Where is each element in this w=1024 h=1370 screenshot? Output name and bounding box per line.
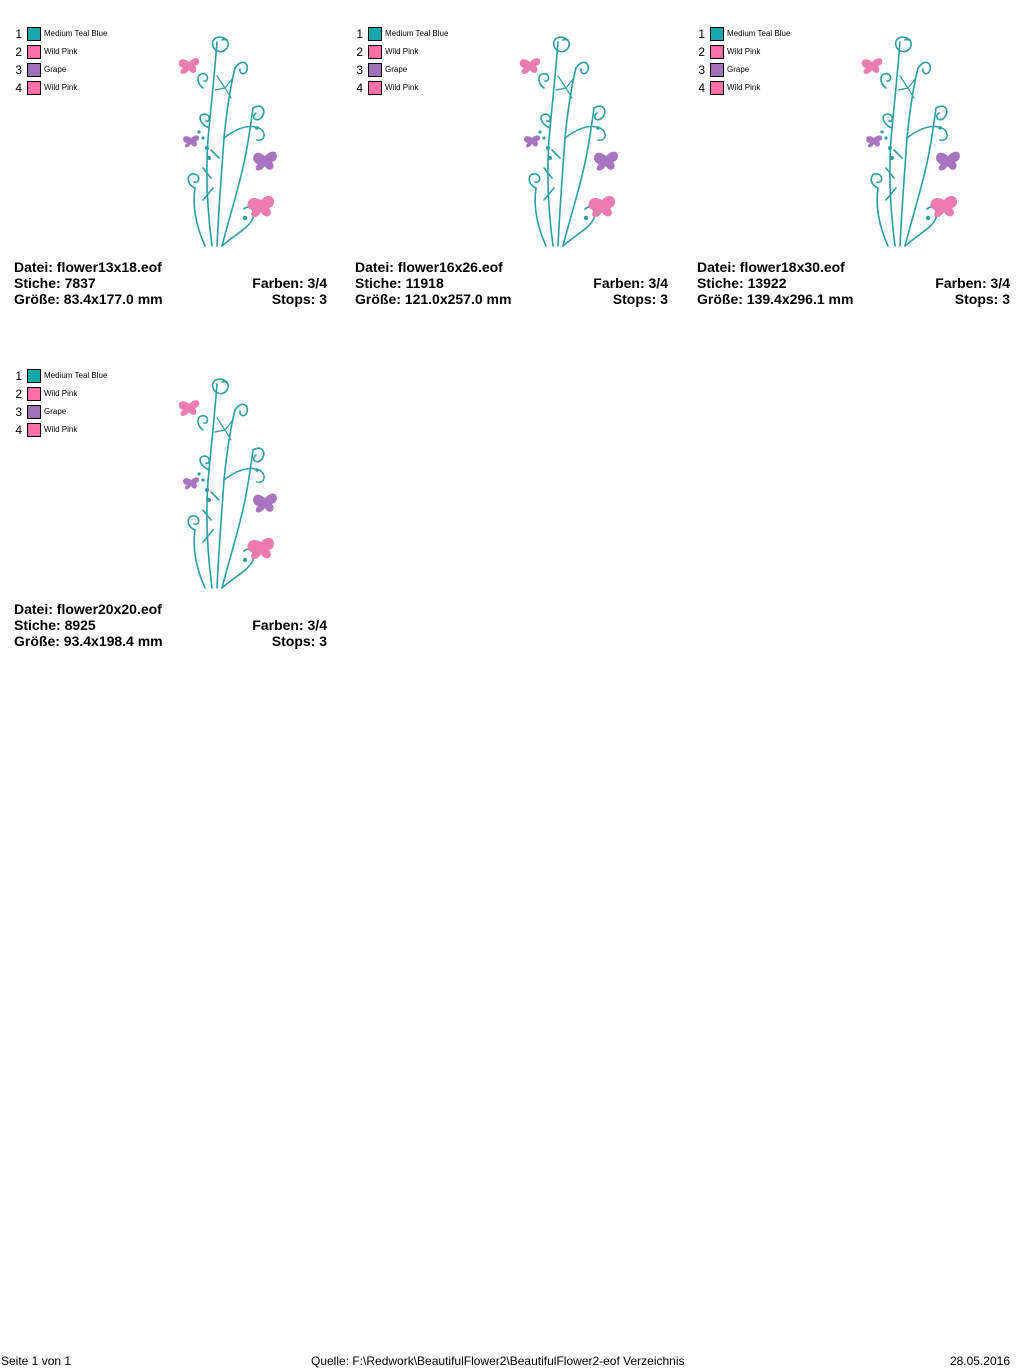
- legend-number: 4: [15, 423, 22, 437]
- butterfly-pink-bottom: [247, 538, 274, 559]
- info-row-groesse: [14, 291, 327, 307]
- stitch-count: Stiche: 11918: [355, 275, 444, 291]
- butterfly-pink-bottom: [930, 196, 957, 217]
- color-swatch: [368, 81, 382, 95]
- thread-name: Medium Teal Blue: [385, 29, 449, 38]
- thread-name: Grape: [44, 65, 67, 74]
- legend-number: 1: [698, 27, 705, 41]
- design-size: Größe: 83.4x177.0 mm: [14, 291, 163, 307]
- source-path: Quelle: F:\Redwork\BeautifulFlower2\BeautifulFlower2-eof Verzeichnis: [311, 1354, 685, 1368]
- color-swatch: [368, 27, 382, 41]
- stop-count: Stops: 3: [271, 291, 327, 307]
- info-row-datei: [355, 259, 668, 275]
- color-swatch: [27, 27, 41, 41]
- thread-name: Medium Teal Blue: [727, 29, 791, 38]
- design-size: Größe: 93.4x198.4 mm: [14, 633, 163, 649]
- legend-number: 2: [698, 45, 705, 59]
- thread-name: Wild Pink: [44, 425, 78, 434]
- thread-name: Wild Pink: [44, 47, 78, 56]
- color-swatch: [27, 45, 41, 59]
- file-name: Datei: flower18x30.eof: [697, 259, 845, 275]
- design-card: [690, 0, 1010, 310]
- info-row-groesse: [697, 291, 1010, 307]
- embroidery-design-preview: [167, 28, 287, 250]
- butterfly-grape-right: [594, 152, 618, 171]
- print-date: 28.05.2016: [949, 1354, 1010, 1368]
- legend-number: 3: [15, 405, 22, 419]
- info-row-groesse: [14, 633, 327, 649]
- color-swatch: [27, 369, 41, 383]
- info-row-datei: [697, 259, 1010, 275]
- color-swatch: [710, 63, 724, 77]
- stop-count: Stops: 3: [954, 291, 1010, 307]
- color-swatch: [27, 81, 41, 95]
- color-count: Farben: 3/4: [935, 275, 1010, 291]
- info-row-stiche: [14, 617, 327, 633]
- embroidery-design-preview: [167, 370, 287, 592]
- legend-number: 4: [356, 81, 363, 95]
- thread-name: Wild Pink: [44, 83, 78, 92]
- legend-number: 2: [15, 45, 22, 59]
- legend-number: 4: [698, 81, 705, 95]
- design-card: [7, 342, 327, 652]
- design-card: [348, 0, 668, 310]
- thread-name: Wild Pink: [727, 83, 761, 92]
- embroidery-design-preview: [508, 28, 628, 250]
- stop-count: Stops: 3: [612, 291, 668, 307]
- legend-number: 4: [15, 81, 22, 95]
- color-count: Farben: 3/4: [252, 275, 327, 291]
- file-name: Datei: flower20x20.eof: [14, 601, 162, 617]
- butterfly-pink-top: [179, 400, 200, 416]
- design-info: [14, 259, 327, 307]
- stitch-count: Stiche: 13922: [697, 275, 787, 291]
- butterfly-pink-top: [520, 58, 541, 74]
- stitch-count: Stiche: 7837: [14, 275, 96, 291]
- file-name: Datei: flower13x18.eof: [14, 259, 162, 275]
- legend-number: 3: [15, 63, 22, 77]
- design-card: [7, 0, 327, 310]
- butterfly-pink-top: [862, 58, 883, 74]
- color-swatch: [710, 45, 724, 59]
- butterfly-grape-right: [936, 152, 960, 171]
- butterfly-grape-right: [253, 494, 277, 513]
- butterfly-pink-bottom: [588, 196, 615, 217]
- color-count: Farben: 3/4: [593, 275, 668, 291]
- legend-number: 3: [698, 63, 705, 77]
- thread-name: Wild Pink: [385, 47, 419, 56]
- color-swatch: [710, 27, 724, 41]
- info-row-groesse: [355, 291, 668, 307]
- color-swatch: [710, 81, 724, 95]
- design-size: Größe: 121.0x257.0 mm: [355, 291, 512, 307]
- butterfly-grape-left: [866, 135, 882, 147]
- thread-name: Wild Pink: [727, 47, 761, 56]
- butterfly-grape-left: [183, 135, 199, 147]
- legend-number: 2: [15, 387, 22, 401]
- legend-number: 1: [356, 27, 363, 41]
- page-number: Seite 1 von 1: [1, 1354, 72, 1368]
- info-row-datei: [14, 259, 327, 275]
- legend-number: 2: [356, 45, 363, 59]
- thread-name: Grape: [727, 65, 750, 74]
- thread-name: Medium Teal Blue: [44, 29, 108, 38]
- color-count: Farben: 3/4: [252, 617, 327, 633]
- design-size: Größe: 139.4x296.1 mm: [697, 291, 854, 307]
- info-row-datei: [14, 601, 327, 617]
- stop-count: Stops: 3: [271, 633, 327, 649]
- color-swatch: [27, 423, 41, 437]
- file-name: Datei: flower16x26.eof: [355, 259, 503, 275]
- butterfly-grape-left: [183, 477, 199, 489]
- info-row-stiche: [14, 275, 327, 291]
- butterfly-grape-right: [253, 152, 277, 171]
- thread-name: Medium Teal Blue: [44, 371, 108, 380]
- color-swatch: [368, 63, 382, 77]
- design-info: [355, 259, 668, 307]
- butterfly-pink-bottom: [247, 196, 274, 217]
- color-swatch: [27, 387, 41, 401]
- legend-number: 1: [15, 27, 22, 41]
- info-row-stiche: [355, 275, 668, 291]
- legend-number: 1: [15, 369, 22, 383]
- thread-name: Wild Pink: [44, 389, 78, 398]
- embroidery-design-preview: [850, 28, 970, 250]
- stitch-count: Stiche: 8925: [14, 617, 96, 633]
- legend-number: 3: [356, 63, 363, 77]
- color-swatch: [368, 45, 382, 59]
- color-swatch: [27, 405, 41, 419]
- design-info: [14, 601, 327, 649]
- thread-name: Grape: [385, 65, 408, 74]
- butterfly-grape-left: [524, 135, 540, 147]
- thread-name: Wild Pink: [385, 83, 419, 92]
- thread-name: Grape: [44, 407, 67, 416]
- color-swatch: [27, 63, 41, 77]
- design-info: [697, 259, 1010, 307]
- info-row-stiche: [697, 275, 1010, 291]
- butterfly-pink-top: [179, 58, 200, 74]
